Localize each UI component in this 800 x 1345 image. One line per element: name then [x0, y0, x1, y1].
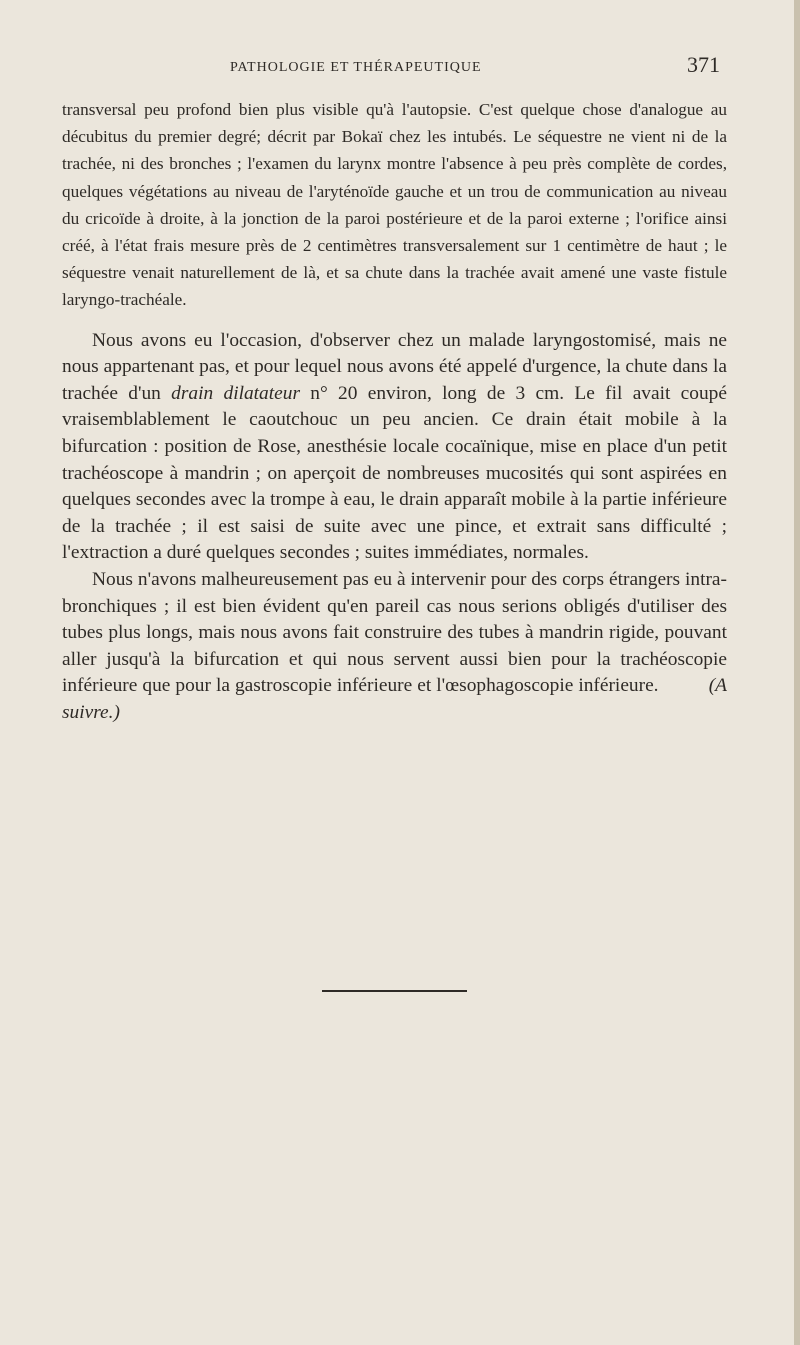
to-be-continued-note: (A suivre.) [62, 675, 728, 723]
paragraph-bronchial-bodies-text: Nous n'avons malheureusement pas eu à intervenir pour des corps étrangers intra-bronchiques ; il est bien évident qu'en pareil cas nous serions obligés d'utiliser des tubes plus longs, mais nous avons fait construire des tubes à mandrin rigide, pouvant aller jusqu'à la bifurcation et qui nous servent aussi bien pour la trachéoscopie inférieure que pour la gastroscopie inférieure et l'œsophagoscopie inférieure. [62, 568, 727, 697]
paragraph-bronchial-bodies [62, 567, 727, 727]
paragraph-drain-case-text-2: n° 20 environ, long de 3 cm. Le fil avait coupé vraisemblablement le caoutchouc un peu ancien. Ce drain était mobile à la bifurcation : position de Rose, anesthésie locale cocaïnique, mise en place d'un petit trachéoscope à mandrin ; on aperçoit de nombreuses mucosités qui sont aspirées en quelques secondes avec la trompe à eau, le drain apparaît mobile à la partie inférieure de la trachée ; il est saisi de suite avec une pince, et extrait sans difficulté ; l'extraction a duré quelques secondes ; suites immédiates, normales. [62, 382, 727, 564]
section-end-rule [322, 990, 467, 992]
page-header [60, 52, 720, 82]
body-text [62, 96, 727, 727]
paragraph-drain-case [62, 328, 727, 567]
paragraph-autopsy-case: transversal peu profond bien plus visible qu'à l'autopsie. C'est quelque chose d'analogue au décubitus du premier degré; décrit par Bokaï chez les intubés. Le séquestre ne vient ni de la trachée, ni des bronches ; l'examen du larynx montre l'absence à peu près complète de cordes, quelques végétations au niveau de l'aryténoïde gauche et un trou de communication au niveau du cricoïde à droite, à la jonction de la paroi postérieure et de la paroi externe ; l'orifice ainsi créé, à l'état frais mesure près de 2 centimètres transversalement sur 1 centimètre de haut ; le séquestre venait naturellement de là, et sa chute dans la trachée avait amené une vaste fistule laryngo-trachéale. [62, 100, 727, 310]
paragraph-drain-case-text-1: Nous avons eu l'occasion, d'observer chez un malade laryngostomisé, mais ne nous appartenant pas, et pour lequel nous avons été appelé d'urgence, la chute dans la trachée d'un [62, 329, 727, 404]
paragraph-drain-case-italic: drain dilatateur [171, 382, 300, 404]
page-number: 371 [687, 52, 720, 77]
running-head: PATHOLOGIE ET THÉRAPEUTIQUE [230, 60, 482, 75]
